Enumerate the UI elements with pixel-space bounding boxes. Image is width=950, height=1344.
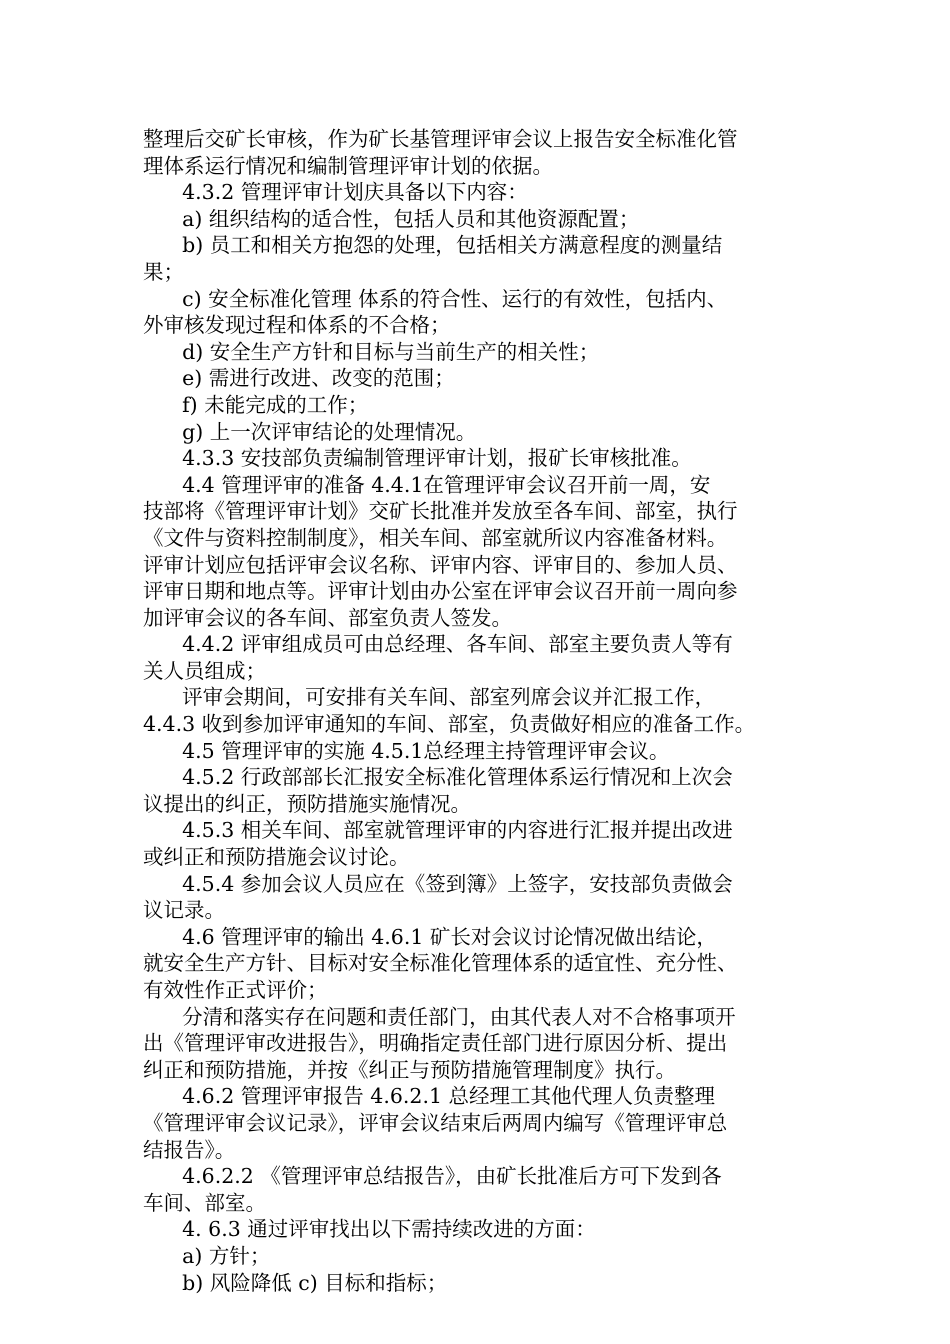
text-line: g) 上一次评审结论的处理情况。 <box>143 419 477 444</box>
text-line: 整理后交矿长审核，作为矿长基管理评审会议上报告安全标准化管 <box>143 127 738 151</box>
text-line: 4.6 管理评审的输出 4.6.1 矿长对会议讨论情况做出结论， <box>143 924 717 949</box>
document-body <box>143 126 813 1296</box>
text-line: 4.4 管理评审的准备 4.4.1在管理评审会议召开前一周，安 <box>143 472 711 497</box>
text-line: 议提出的纠正，预防措施实施情况。 <box>143 791 471 816</box>
text-line: 车间、部室。 <box>143 1190 266 1215</box>
text-line: 出《管理评审改进报告》，明确指定责任部门进行原因分析、提出 <box>143 1031 728 1056</box>
text-line: b) 员工和相关方抱怨的处理，包括相关方满意程度的测量结 <box>143 233 723 258</box>
text-line: 4.3.2 管理评审计划庆具备以下内容： <box>143 180 528 205</box>
text-line: 就安全生产方针、目标对安全标准化管理体系的适宜性、充分性、 <box>143 951 738 976</box>
text-line: 外审核发现过程和体系的不合格； <box>143 313 451 338</box>
text-line: 评审会期间，可安排有关车间、部室列席会议并汇报工作， <box>143 685 716 710</box>
text-line: 4.5.4 参加会议人员应在《签到簿》上签字，安技部负责做会 <box>143 871 733 896</box>
text-line: 纠正和预防措施，并按《纠正与预防措施管理制度》执行。 <box>143 1057 676 1082</box>
text-line: 议记录。 <box>143 898 225 923</box>
text-line: 技部将《管理评审计划》交矿长批准并发放至各车间、部室，执行 <box>143 499 738 524</box>
text-line: 4.3.3 安技部负责编制管理评审计划，报矿长审核批准。 <box>143 446 692 471</box>
text-line: a) 组织结构的适合性，包括人员和其他资源配置； <box>143 206 640 231</box>
text-line: 结报告》。 <box>143 1137 236 1162</box>
text-line: 4.4.3 收到参加评审通知的车间、部室，负责做好相应的准备工作。 <box>143 712 756 737</box>
text-line: f) 未能完成的工作； <box>143 392 369 417</box>
text-line: 加评审会议的各车间、部室负责人签发。 <box>143 605 512 630</box>
text-line: 《文件与资料控制制度》，相关车间、部室就所议内容准备材料。 <box>143 525 728 550</box>
text-line: 《管理评审会议记录》，评审会议结束后两周内编写《管理评审总 <box>143 1110 728 1135</box>
text-line: 理体系运行情况和编制管理评审计划的依据。 <box>143 153 553 178</box>
text-line: e) 需进行改进、改变的范围； <box>143 366 455 391</box>
text-line: 评审计划应包括评审会议名称、评审内容、评审目的、参加人员、 <box>143 552 738 577</box>
text-line: 4.6.2 管理评审报告 4.6.2.1 总经理工其他代理人负责整理 <box>143 1084 716 1109</box>
text-line: a) 方针； <box>143 1243 271 1268</box>
text-line: 关人员组成； <box>143 658 266 683</box>
text-line: 或纠正和预防措施会议讨论。 <box>143 845 410 870</box>
text-line: 评审日期和地点等。评审计划由办公室在评审会议召开前一周向参 <box>143 579 738 604</box>
text-line: b) 风险降低 c) 目标和指标； <box>143 1270 448 1295</box>
text-line: 4.4.2 评审组成员可由总经理、各车间、部室主要负责人等有 <box>143 632 733 657</box>
text-line: 4.5 管理评审的实施 4.5.1总经理主持管理评审会议。 <box>143 738 670 763</box>
text-line: 分清和落实存在问题和责任部门，由其代表人对不合格事项开 <box>143 1004 736 1029</box>
text-line: 4. 6.3 通过评审找出以下需持续改进的方面： <box>143 1217 596 1242</box>
text-line: c) 安全标准化管理 体系的符合性、运行的有效性，包括内、 <box>143 286 728 311</box>
text-line: d) 安全生产方针和目标与当前生产的相关性； <box>143 339 600 364</box>
text-line: 有效性作正式评价； <box>143 978 328 1002</box>
text-line: 果； <box>143 259 184 284</box>
text-line: 4.5.2 行政部部长汇报安全标准化管理体系运行情况和上次会 <box>143 765 733 790</box>
text-line: 4.6.2.2 《管理评审总结报告》，由矿长批准后方可下发到各 <box>143 1164 722 1189</box>
text-line: 4.5.3 相关车间、部室就管理评审的内容进行汇报并提出改进 <box>143 818 733 843</box>
